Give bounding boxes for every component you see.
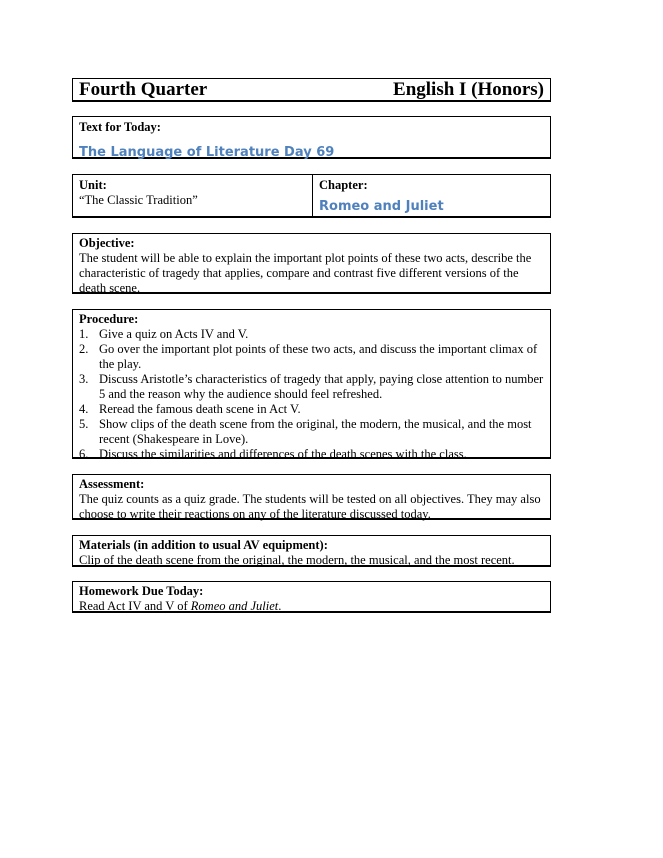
assessment-section	[72, 474, 551, 520]
procedure-step	[79, 417, 544, 447]
unit-chapter-section	[72, 174, 551, 218]
assessment-label: Assessment:	[79, 477, 145, 491]
procedure-step	[79, 402, 544, 417]
quarter-title: Fourth Quarter	[79, 79, 208, 100]
procedure-step	[79, 447, 544, 462]
homework-text-before: Read Act IV and V of	[79, 599, 191, 613]
text-for-today-label: Text for Today:	[79, 120, 161, 134]
step-number: 2.	[79, 342, 89, 356]
unit-value: “The Classic Tradition”	[79, 193, 198, 207]
step-text: Give a quiz on Acts IV and V.	[99, 327, 249, 341]
step-text: Discuss Aristotle’s characteristics of tragedy that apply, paying close attention to number 5 and the reason why the audience should feel refreshed.	[99, 372, 544, 401]
materials-section	[72, 535, 551, 567]
course-title: English I (Honors)	[393, 79, 544, 100]
step-number: 4.	[79, 402, 89, 416]
materials-text: Clip of the death scene from the original, the modern, the musical, and the most recent.	[79, 553, 515, 567]
text-for-today-section	[72, 116, 551, 159]
procedure-step	[79, 342, 544, 372]
step-text: Show clips of the death scene from the original, the modern, the musical, and the most recent (Shakespeare in Love).	[99, 417, 532, 446]
procedure-step	[79, 327, 544, 342]
procedure-label: Procedure:	[79, 312, 139, 326]
step-number: 5.	[79, 417, 89, 431]
homework-title: Romeo and Juliet	[190, 599, 279, 613]
objective-section	[72, 233, 551, 294]
page-header	[72, 78, 551, 102]
unit-cell	[73, 175, 313, 216]
chapter-cell	[313, 175, 550, 216]
homework-text	[79, 599, 544, 614]
homework-label: Homework Due Today:	[79, 584, 204, 598]
objective-text: The student will be able to explain the important plot points of these two acts, describe the characteristic of tragedy that applies, compare and contrast five different versions of the death scene.	[79, 251, 532, 295]
procedure-section	[72, 309, 551, 459]
homework-section	[72, 581, 551, 613]
objective-label: Objective:	[79, 236, 135, 250]
procedure-step	[79, 372, 544, 402]
homework-text-after: .	[278, 599, 282, 613]
materials-label: Materials (in addition to usual AV equipment):	[79, 538, 328, 552]
step-number: 1.	[79, 327, 89, 341]
step-text: Reread the famous death scene in Act V.	[99, 402, 301, 416]
step-number: 3.	[79, 372, 89, 386]
step-text: Go over the important plot points of these two acts, and discuss the important climax of the play.	[99, 342, 538, 371]
step-text: Discuss the similarities and differences of the death scenes with the class.	[99, 447, 467, 461]
chapter-label: Chapter:	[319, 178, 368, 192]
chapter-value: Romeo and Juliet	[319, 199, 444, 214]
assessment-text: The quiz counts as a quiz grade. The students will be tested on all objectives. They may also choose to write their reactions on any of the literature discussed today.	[79, 492, 541, 521]
procedure-list	[79, 327, 544, 462]
unit-label: Unit:	[79, 178, 107, 192]
text-for-today-value: The Language of Literature Day 69	[79, 145, 335, 160]
step-number: 6.	[79, 447, 89, 461]
